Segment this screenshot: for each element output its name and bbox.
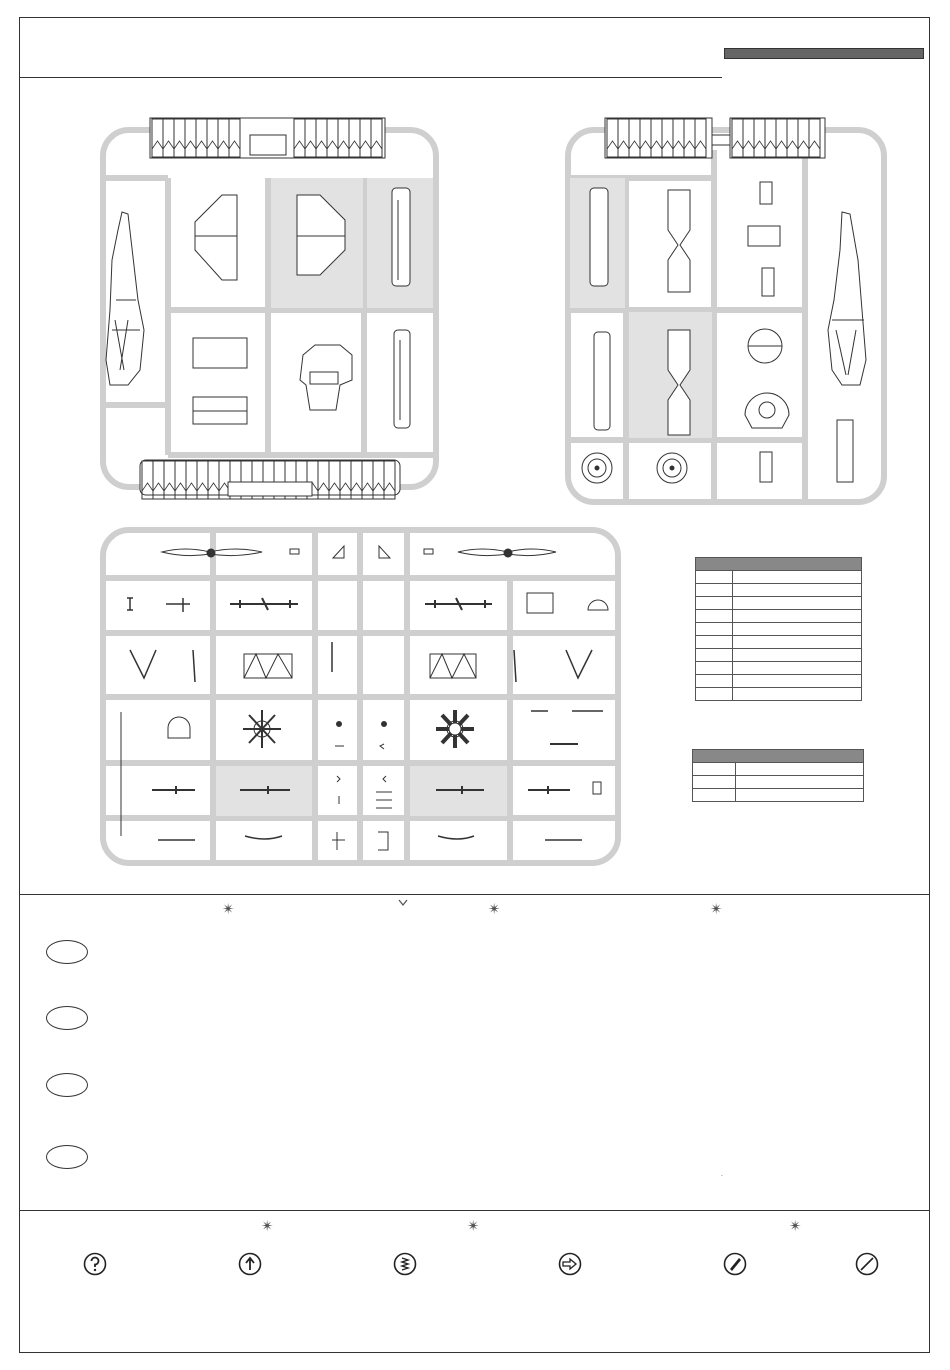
sprue-a-fuselage (106, 212, 144, 385)
sprue-c-triangle-1 (333, 546, 344, 558)
up-arrow-icon (238, 1252, 262, 1276)
sprue-b-aileron-1 (668, 190, 690, 292)
sprue-c-strut-2 (566, 650, 592, 678)
paint-table-1 (695, 557, 862, 701)
sprue-c-gun-2 (425, 598, 492, 610)
star-icon: ✴ (789, 1218, 802, 1235)
small-mark: ˙ (721, 1174, 724, 1183)
sprue-c-triangle-2 (379, 546, 390, 558)
sprue-c-strut-1 (130, 650, 156, 678)
sprue-c-engine-2 (436, 710, 474, 748)
chevron-down-icon (398, 894, 408, 902)
file-icon (723, 1252, 747, 1276)
sprue-c-cabane-1 (244, 654, 292, 678)
sprue-c-gun-6 (528, 786, 570, 794)
language-badge-2 (46, 1006, 88, 1030)
paint-table-1-header (696, 558, 862, 571)
sprue-b-cowl-front (745, 393, 789, 428)
sprue-a-tailplane-1 (195, 195, 237, 280)
question-icon (83, 1252, 107, 1276)
knife-icon (855, 1252, 879, 1276)
sprue-a-cowl (300, 345, 352, 410)
sprue-c-engine-1 (243, 710, 281, 748)
spring-icon (393, 1252, 417, 1276)
paint-table-2 (692, 749, 864, 802)
sprue-c-dome (588, 600, 608, 610)
language-badge-4 (46, 1145, 88, 1169)
sprue-b-wing-left (605, 118, 712, 158)
language-badge-1 (46, 940, 88, 964)
star-icon: ✴ (261, 1218, 274, 1235)
sprue-c-gun-3 (152, 786, 195, 794)
sprue-b-panel-2 (594, 332, 610, 430)
paint-table-2-header (693, 750, 864, 763)
star-icon: ✴ (488, 901, 501, 918)
sprue-c-cabane-2 (430, 654, 476, 678)
sprue-a-box-1 (193, 338, 247, 368)
arrow-right-icon (558, 1252, 582, 1276)
sprue-b-small-4 (760, 452, 772, 482)
sprue-a-panel-1 (392, 188, 410, 286)
sprue-c (103, 530, 618, 863)
sprue-c-headrest (168, 717, 190, 738)
sprue-b-fuselage (828, 212, 866, 385)
sprue-b-small-3 (762, 268, 774, 296)
star-icon: ✴ (222, 901, 235, 918)
sprue-b-panel-1 (590, 188, 608, 286)
sprue-c-gun-1 (230, 598, 298, 610)
sprue-b-small-1 (760, 182, 772, 204)
section-divider-2 (20, 1210, 929, 1211)
star-icon: ✴ (467, 1218, 480, 1235)
language-badge-3 (46, 1073, 88, 1097)
star-icon: ✴ (710, 901, 723, 918)
sprue-b-strut (837, 420, 853, 482)
sprue-a-panel-2 (394, 330, 410, 428)
sprue-c-box (527, 593, 553, 613)
sprue-b-small-2 (748, 226, 780, 246)
sprue-b-wing-right (730, 118, 825, 158)
section-divider-1 (20, 894, 929, 895)
